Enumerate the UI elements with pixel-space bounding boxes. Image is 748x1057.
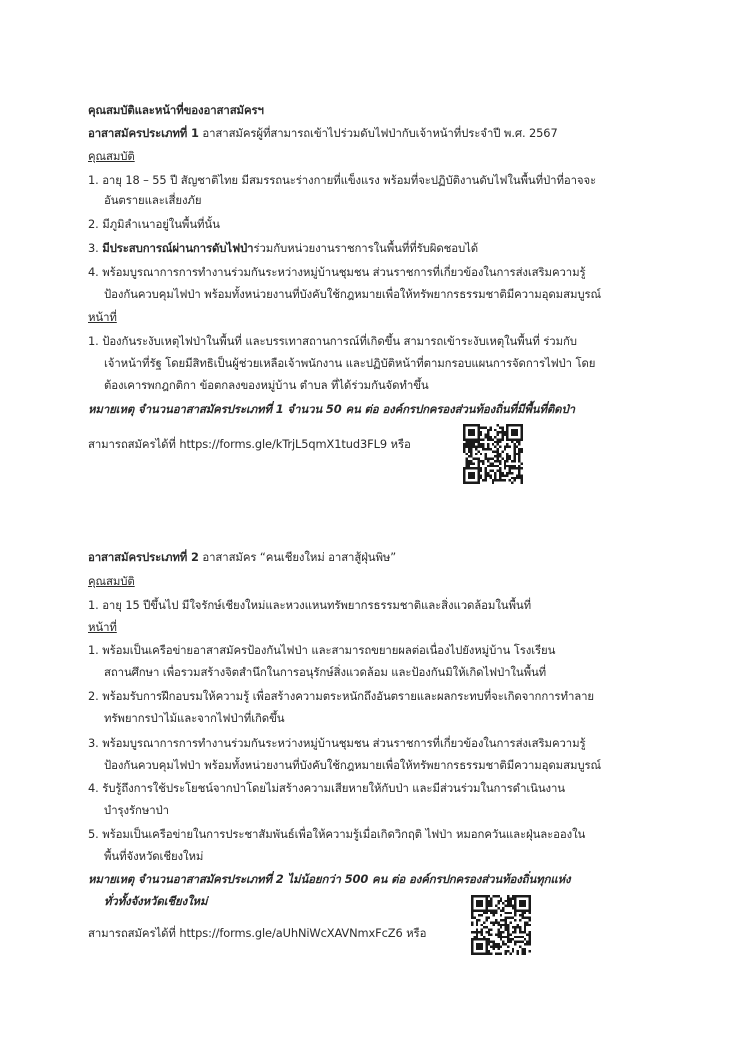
type2-apply-text: สามารถสมัครได้ที่ https://forms.gle/aUhNiWcXAVNmxFcZ6 หรือ	[88, 926, 427, 940]
type1-qualification-3-rest: ร่วมกับหน่วยงานราชการในพื้นที่ที่รับผิดชอบได้	[253, 241, 479, 255]
type1-apply-text: สามารถสมัครได้ที่ https://forms.gle/kTrjL5qmX1tud3FL9 หรือ	[88, 437, 411, 451]
type2-note-cont: ทั่วทั้งจังหวัดเชียงใหม่	[104, 894, 208, 908]
type2-qualifications-label: คุณสมบัติ	[88, 574, 135, 588]
type1-duty-1-cont: เจ้าหน้าที่รัฐ โดยมีสิทธิเป็นผู้ช่วยเหลือเจ้าพนักงาน และปฏิบัติหน้าที่ตามกรอบแผนการจัดการไฟป่า โดย	[104, 356, 596, 370]
type2-heading	[88, 550, 728, 565]
type2-heading-text: อาสาสมัคร “คนเชียงใหม่ อาสาสู้ฝุ่นพิษ”	[198, 550, 397, 564]
type2-qualification-1: 1. อายุ 15 ปีขึ้นไป มีใจรักษ์เชียงใหม่และหวงแหนทรัพยากรธรรมชาติและสิ่งแวดล้อมในพื้นที่	[88, 598, 531, 612]
type2-duty-5: 5. พร้อมเป็นเครือข่ายในการประชาสัมพันธ์เพื่อให้ความรู้เมื่อเกิดวิกฤติ ไฟป่า หมอกควันและฝุ่นละอองใน	[88, 827, 586, 841]
type1-qualification-3	[88, 241, 728, 256]
type1-qualification-3-num: 3.	[88, 241, 103, 255]
type2-duty-3: 3. พร้อมบูรณาการการทำงานร่วมกันระหว่างหมู่บ้านชุมชน ส่วนราชการที่เกี่ยวข้องในการส่งเสริมความรู้	[88, 736, 586, 750]
type1-qualification-2: 2. มีภูมิลำเนาอยู่ในพื้นที่นั้น	[88, 217, 220, 231]
type1-qualification-1-cont: อันตรายและเสี่ยงภัย	[104, 193, 202, 207]
type2-duties-label: หน้าที่	[88, 620, 117, 634]
type1-duties-label: หน้าที่	[88, 310, 117, 324]
document-title: คุณสมบัติและหน้าที่ของอาสาสมัครฯ	[88, 103, 264, 117]
type2-qr-code[interactable]	[471, 895, 531, 955]
type1-qualifications-label: คุณสมบัติ	[88, 149, 135, 163]
type2-heading-label: อาสาสมัครประเภทที่ 2	[88, 550, 199, 564]
type1-qualification-3-bold: มีประสบการณ์ผ่านการดับไฟป่า	[102, 241, 254, 255]
type1-qualification-4-cont: ป้องกันควบคุมไฟป่า พร้อมทั้งหน่วยงานที่บังคับใช้กฎหมายเพื่อให้ทรัพยากรธรรมชาติมีความอุดมสมบูรณ์	[104, 287, 601, 301]
type1-heading-text: อาสาสมัครผู้ที่สามารถเข้าไปร่วมดับไฟป่ากับเจ้าหน้าที่ประจำปี พ.ศ. 2567	[198, 126, 558, 140]
type1-note: หมายเหตุ จำนวนอาสาสมัครประเภทที่ 1 จำนวน 50 คน ต่อ องค์กรปกครองส่วนท้องถิ่นที่มีพื้นที่ติดป่า	[88, 402, 575, 416]
type1-duty-1: 1. ป้องกันระงับเหตุไฟป่าในพื้นที่ และบรรเทาสถานการณ์ที่เกิดขึ้น สามารถเข้าระงับเหตุในพื้นที่ ร่วมกับ	[88, 334, 577, 348]
type2-duty-5-cont: พื้นที่จังหวัดเชียงใหม่	[104, 849, 204, 863]
type2-duty-4: 4. รับรู้ถึงการใช้ประโยชน์จากป่าโดยไม่สร้างความเสียหายให้กับป่า และมีส่วนร่วมในการดำเนินงาน	[88, 781, 565, 795]
type1-qualification-1: 1. อายุ 18 – 55 ปี สัญชาติไทย มีสมรรถนะร่างกายที่แข็งแรง พร้อมที่จะปฏิบัติงานดับไฟในพื้นที่ป่าที่อาจจะ	[88, 173, 597, 187]
type1-qr-code[interactable]	[463, 424, 523, 484]
type2-duty-3-cont: ป้องกันควบคุมไฟป่า พร้อมทั้งหน่วยงานที่บังคับใช้กฎหมายเพื่อให้ทรัพยากรธรรมชาติมีความอุดมสมบูรณ์	[104, 758, 601, 772]
type1-duty-1-cont2: ต้องเคารพกฎกติกา ข้อตกลงของหมู่บ้าน ตำบล ที่ได้ร่วมกันจัดทำขึ้น	[104, 378, 429, 392]
type1-qualification-4: 4. พร้อมบูรณาการการทำงานร่วมกันระหว่างหมู่บ้านชุมชน ส่วนราชการที่เกี่ยวข้องในการส่งเสริมความรู้	[88, 265, 586, 279]
type2-duty-1-cont: สถานศึกษา เพื่อรวมสร้างจิตสำนึกในการอนุรักษ์สิ่งแวดล้อม และป้องกันมิให้เกิดไฟป่าในพื้นที่	[104, 665, 547, 679]
type1-heading-label: อาสาสมัครประเภทที่ 1	[88, 126, 199, 140]
type2-duty-2: 2. พร้อมรับการฝึกอบรมให้ความรู้ เพื่อสร้างความตระหนักถึงอันตรายและผลกระทบที่จะเกิดจากการทำลาย	[88, 689, 594, 703]
type2-note: หมายเหตุ จำนวนอาสาสมัครประเภทที่ 2 ไม่น้อยกว่า 500 คน ต่อ องค์กรปกครองส่วนท้องถิ่นทุกแห่ง	[88, 872, 571, 886]
type2-duty-2-cont: ทรัพยากรป่าไม้และจากไฟป่าที่เกิดขึ้น	[104, 711, 285, 725]
type1-heading	[88, 126, 728, 141]
type2-duty-1: 1. พร้อมเป็นเครือข่ายอาสาสมัครป้องกันไฟป่า และสามารถขยายผลต่อเนื่องไปยังหมู่บ้าน โรงเรียน	[88, 643, 556, 657]
type2-duty-4-cont: บำรุงรักษาป่า	[104, 803, 169, 817]
